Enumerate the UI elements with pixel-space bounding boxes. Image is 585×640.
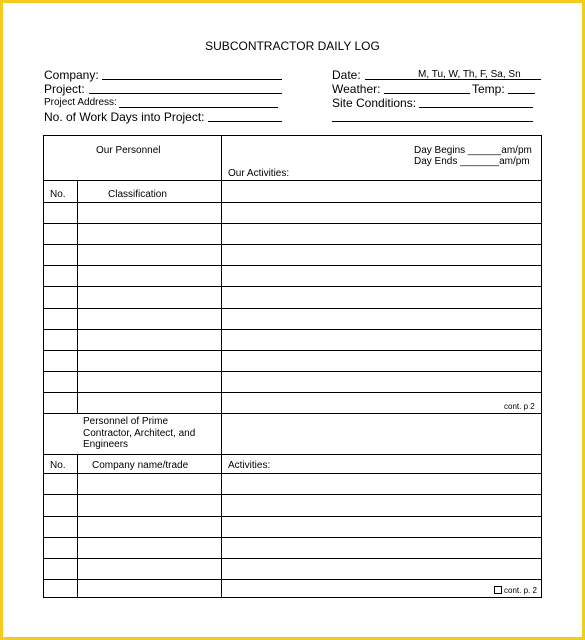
row-rule [43,350,542,351]
row-rule [43,180,542,181]
site-conditions-label: Site Conditions: [332,96,417,110]
no-column-header-2: No. [50,460,66,471]
our-personnel-heading: Our Personnel [96,145,161,156]
classification-column-header: Classification [108,189,167,200]
row-rule [43,579,542,580]
row-rule [43,473,542,474]
temp-field[interactable] [508,93,535,94]
row-rule [43,413,542,414]
company-trade-column-header: Company name/trade [92,460,189,471]
form-sheet [3,3,582,637]
row-rule [43,286,542,287]
day-ends-field[interactable]: Day Ends _______am/pm [414,156,530,167]
day-begins-field[interactable]: Day Begins ______am/pm [414,145,532,156]
prime-personnel-heading-line-1: Personnel of Prime [83,416,169,427]
our-activities-heading: Our Activities: [228,168,290,179]
project-address-field[interactable] [119,107,278,108]
project-field[interactable] [89,93,282,94]
row-rule [43,308,542,309]
row-rule [43,454,542,455]
row-rule [43,202,542,203]
row-rule [43,516,542,517]
project-label: Project: [44,82,85,96]
row-rule [43,494,542,495]
row-rule [43,244,542,245]
daily-log-table [43,135,542,598]
row-rule [43,265,542,266]
row-rule [43,329,542,330]
date-label: Date: [332,68,361,82]
company-label: Company: [44,68,99,82]
row-rule [43,537,542,538]
form-title: SUBCONTRACTOR DAILY LOG [205,39,380,53]
company-field[interactable] [102,79,282,80]
column-divider [221,135,222,597]
continued-note: cont. p 2 [504,402,535,411]
work-days-label: No. of Work Days into Project: [44,110,205,124]
prime-personnel-heading-line-2: Contractor, Architect, and [83,428,196,439]
weather-label: Weather: [332,82,381,96]
row-rule [43,392,542,393]
table-border [43,135,542,598]
row-rule [43,223,542,224]
project-address-label: Project Address: [44,97,117,108]
weekday-options[interactable]: M, Tu, W, Th, F, Sa, Sn [418,69,521,80]
continued-note-2: cont. p. 2 [504,586,537,595]
weather-field[interactable] [384,93,470,94]
row-rule [43,558,542,559]
site-conditions-field-2[interactable] [332,121,533,122]
work-days-field[interactable] [208,121,282,122]
site-conditions-field[interactable] [419,107,533,108]
continued-checkbox-note[interactable] [494,586,537,595]
prime-personnel-heading-line-3: Engineers [83,439,129,450]
no-column-divider [77,180,78,413]
activities-column-header: Activities: [228,460,271,471]
row-rule [43,371,542,372]
checkbox-icon[interactable] [494,586,502,594]
no-column-header: No. [50,189,66,200]
no-column-divider-2 [77,454,78,597]
temp-label: Temp: [472,82,505,96]
